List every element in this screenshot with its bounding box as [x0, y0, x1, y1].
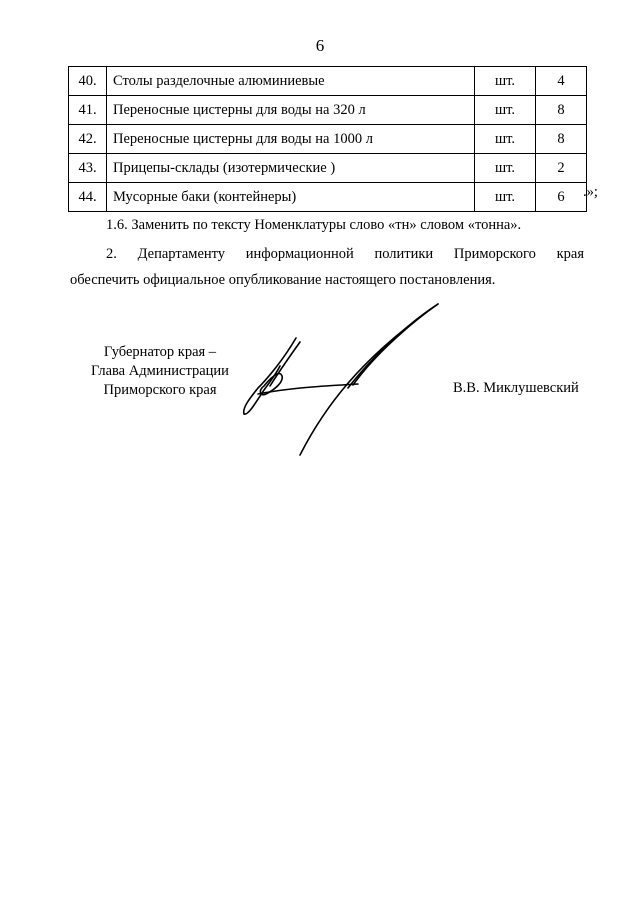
- row-number: 42.: [69, 125, 107, 154]
- row-name: Переносные цистерны для воды на 320 л: [107, 96, 475, 125]
- closing-quote: .»;: [583, 184, 598, 200]
- row-number: 40.: [69, 67, 107, 96]
- paragraph-2-line-1: 2. Департаменту информационной политики Приморского края: [106, 246, 584, 262]
- row-name: Мусорные баки (контейнеры): [107, 183, 475, 212]
- row-number: 44.: [69, 183, 107, 212]
- handwritten-signature: [228, 290, 458, 470]
- row-number: 41.: [69, 96, 107, 125]
- signatory-title-line: Глава Администрации: [91, 363, 229, 379]
- row-quantity: 2: [536, 154, 587, 183]
- signatory-title: [70, 343, 250, 400]
- items-table: [68, 66, 587, 212]
- row-number: 43.: [69, 154, 107, 183]
- row-unit: шт.: [475, 183, 536, 212]
- paragraph-1-6: 1.6. Заменить по тексту Номенклатуры слово «тн» словом «тонна».: [106, 217, 522, 233]
- table-row: [69, 183, 587, 212]
- signatory-title-line: Губернатор края –: [103, 344, 217, 360]
- row-quantity: 8: [536, 125, 587, 154]
- row-name: Столы разделочные алюминиевые: [107, 67, 475, 96]
- table-row: [69, 96, 587, 125]
- row-unit: шт.: [475, 125, 536, 154]
- row-unit: шт.: [475, 67, 536, 96]
- row-unit: шт.: [475, 154, 536, 183]
- row-quantity: 6: [536, 183, 587, 212]
- row-quantity: 8: [536, 96, 587, 125]
- row-quantity: 4: [536, 67, 587, 96]
- row-name: Переносные цистерны для воды на 1000 л: [107, 125, 475, 154]
- signer-name: В.В. Миклушевский: [453, 380, 579, 396]
- paragraph-2-line-2: обеспечить официальное опубликование настоящего постановления.: [70, 272, 496, 288]
- table-row: [69, 67, 587, 96]
- table-row: [69, 154, 587, 183]
- row-name: Прицепы-склады (изотермические ): [107, 154, 475, 183]
- page-number: 6: [315, 36, 325, 55]
- signatory-title-line: Приморского края: [103, 382, 217, 398]
- row-unit: шт.: [475, 96, 536, 125]
- table-row: [69, 125, 587, 154]
